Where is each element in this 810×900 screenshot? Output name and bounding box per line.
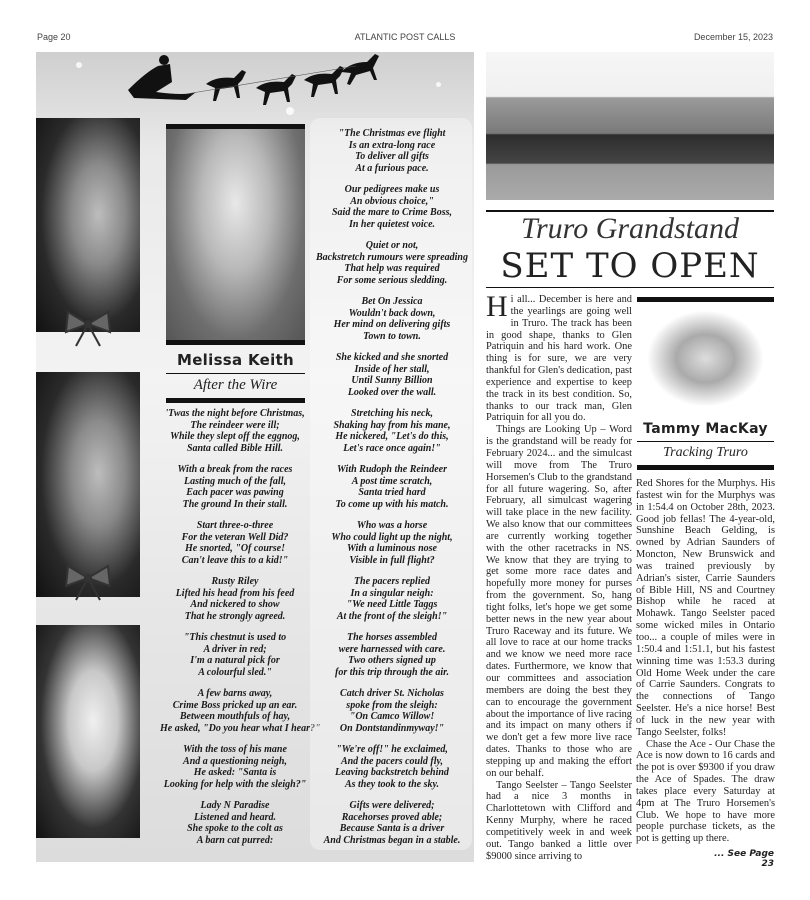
poem-line: For the veteran Well Did? <box>181 531 289 543</box>
poem-line: Racehorses proved able; <box>341 811 443 823</box>
christmas-bow-icon <box>64 308 112 348</box>
column-title: After the Wire <box>193 377 278 393</box>
poem-line: A colourful sled." <box>198 666 272 678</box>
poem-line: And nickered to show <box>190 599 280 610</box>
article-paragraph: Things are Looking Up – Word is the grandstand will be ready for February 2024... and the simulcast will move from The Truro Horsemen's Club to the grandstand for all future wagering. So, after February, all simulcast wagering will take place in the new facility. We also know that our committees are currently working together with the other racetracks in NS. We know that they are trying to get some more race dates and hopefully more money for purses from the government. So, hang tight folks, let's hope we get some better news in the new year about Truro Raceway and its future. We all love to race at our home tracks and we know we need more race dates. Furthermore, we know that our committees and association members are doing the best they can to encourage the government about the importance of live racing and its impact on many others if we don't get a few more live race dates. Thanks to those who are stepping up and making the effort on our behalf. <box>486 424 632 779</box>
poem-line: With a luminous nose <box>347 543 437 554</box>
poem-line: With a break from the races <box>177 464 293 475</box>
poem-stanza <box>314 128 470 174</box>
column-title: Tracking Truro <box>663 445 748 460</box>
author-box <box>637 297 774 470</box>
poem-line: Crime Boss pricked up an ear. <box>172 699 298 711</box>
poem-line: And a questioning neigh, <box>183 755 287 767</box>
poem-line: That help was required <box>344 263 440 274</box>
poem-line: With the toss of his mane <box>183 744 287 755</box>
poem-line: He asked: "Santa is <box>193 767 277 778</box>
poem-line: For some serious sledding. <box>336 274 448 286</box>
poem-line: Town to town. <box>363 330 421 342</box>
poem-column-2 <box>314 128 470 856</box>
article-paragraph: Chase the Ace - Our Chase the Ace is now down to 16 cards and the pot is over $9300 if you draw the Ace of Spades. The draw takes place every Saturday at 4pm at The Truro Horsemen's Club. We hope to have more people purchase tickets, as the pot is getting up there. <box>636 738 775 845</box>
poem-stanza <box>314 352 470 398</box>
poem-line: "We're off!" he exclaimed, <box>336 744 448 755</box>
poem-line: "On Camco Willow! <box>349 711 435 722</box>
poem-line: I'm a natural pick for <box>190 655 280 666</box>
poem-line: She kicked and she snorted <box>335 352 449 363</box>
columnist-name: Melissa Keith <box>166 345 305 374</box>
tammy-mackay-photo <box>637 302 774 415</box>
christmas-bow-icon <box>64 562 112 602</box>
poem-line: He snorted, "Of course! <box>185 543 285 554</box>
poem-stanza <box>314 296 470 342</box>
poem-line: Santa tried hard <box>358 487 426 498</box>
poem-line: spoke from the sleigh: <box>346 699 438 711</box>
article-paragraph: Tango Seelster – Tango Seelster had a nice 3 months in Charlottetown with Clifford and Kenny Murphy, where he raced competitively week in and week out. Tango banked a little over $9000 since arriving to <box>486 779 632 862</box>
poem-stanza <box>314 800 470 846</box>
poem-stanza <box>160 408 310 454</box>
grey-horse-santa-hat-photo <box>36 118 140 332</box>
poem-line: for this trip through the air. <box>335 666 449 678</box>
poem-line: And the pacers could fly, <box>340 755 444 767</box>
poem-line: Her mind on delivering gifts <box>333 319 451 330</box>
poem-stanza <box>314 240 470 286</box>
poem-stanza <box>314 464 470 510</box>
poem-line: Because Santa is a driver <box>339 823 445 834</box>
poem-stanza <box>160 688 321 734</box>
poem-stanza <box>160 464 310 510</box>
poem-stanza <box>160 744 310 790</box>
poem-line: The pacers replied <box>353 576 431 587</box>
divider <box>486 287 774 288</box>
poem-stanza <box>160 576 310 622</box>
page-number: Page 20 <box>37 32 71 42</box>
poem-line: At a furious pace. <box>355 162 429 174</box>
poem-column-1 <box>160 408 321 856</box>
poem-stanza <box>160 520 310 566</box>
poem-stanza <box>314 520 470 566</box>
poem-line: A post time scratch, <box>351 475 433 487</box>
poem-line: Inside of her stall, <box>354 363 430 375</box>
poem-stanza <box>314 408 470 454</box>
divider <box>166 398 305 403</box>
poem-line: While they slept off the eggnog, <box>170 431 300 442</box>
drop-cap: H <box>486 290 508 323</box>
article-column-1 <box>486 290 632 863</box>
melissa-keith-photo <box>166 129 305 340</box>
poem-line: The horses assembled <box>347 632 437 643</box>
poem-line: Santa called Bible Hill. <box>186 442 284 454</box>
poem-line: In her quietest voice. <box>348 218 436 230</box>
poem-line: On Dontstandinmyway!" <box>339 722 445 734</box>
headline-line-2: SET TO OPEN <box>500 246 760 286</box>
poem-line: Wouldn't back down, <box>348 307 436 319</box>
article-column-2 <box>636 478 775 845</box>
poem-stanza <box>314 744 470 790</box>
poem-line: Two others signed up <box>348 655 436 666</box>
christmas-poem-panel <box>36 52 474 862</box>
poem-line: Lifted his head from his feed <box>175 587 295 599</box>
poem-line: "We need Little Taggs <box>346 599 438 610</box>
columnist-box <box>166 124 305 403</box>
poem-line: Let's race once again!" <box>343 442 441 454</box>
poem-line: The reindeer were ill; <box>190 419 280 431</box>
poem-line: That he strongly agreed. <box>184 610 286 622</box>
poem-line: Between mouthfuls of hay, <box>179 711 291 722</box>
poem-line: She spoke to the colt as <box>187 823 283 834</box>
poem-line: Lasting much of the fall, <box>184 475 286 487</box>
poem-line: And Christmas began in a stable. <box>323 834 461 846</box>
poem-line: A driver in red; <box>203 643 267 655</box>
paragraph-text: i all... December is here and the yearlings are going well in Truro. The track has been in good shape, thanks to Glen Patriquin and his hard work. One thing is for sure, we are very thankful for Glen's dedication, past experience and expertise to keep the track in its best condition. So, thanks to our track man, Glen Patriquin for all you do. <box>486 294 632 424</box>
publication-name: ATLANTIC POST CALLS <box>354 32 456 42</box>
poem-stanza <box>314 688 470 734</box>
continued-link[interactable]: ... See Page 23 <box>714 849 774 869</box>
poem-stanza <box>160 800 310 846</box>
poem-line: Until Sunny Billion <box>351 375 433 386</box>
poem-line: Rusty Riley <box>211 576 259 587</box>
white-horse-wreath-photo <box>36 625 140 838</box>
poem-line: Leaving backstretch behind <box>335 767 449 778</box>
poem-stanza <box>314 184 470 230</box>
poem-line: An obvious choice," <box>350 195 434 207</box>
issue-date: December 15, 2023 <box>693 32 773 42</box>
poem-line: A barn cat purred: <box>196 834 274 846</box>
poem-line: Listened and heard. <box>194 811 276 823</box>
poem-line: Each pacer was pawing <box>186 487 284 498</box>
poem-line: To deliver all gifts <box>355 151 429 162</box>
poem-line: Looking for help with the sleigh?" <box>163 778 307 790</box>
poem-line: A few barns away, <box>197 688 273 699</box>
poem-line: Backstretch rumours were spreading <box>316 251 468 263</box>
poem-line: To come up with his match. <box>335 498 449 510</box>
author-name: Tammy MacKay <box>637 415 774 442</box>
poem-line: "This chestnut is used to <box>183 632 287 643</box>
divider <box>637 465 774 470</box>
santa-sleigh-illustration <box>126 52 386 112</box>
poem-line: Bet On Jessica <box>361 296 423 307</box>
article-paragraph: Red Shores for the Murphys. His fastest win for the Murphys was in 1:54.4 on October 28th, 2023. Good job fellas! The 4-year-old, Sunshine Beach Gelding, is owned by Adrian Saunders of Moncton, New Brunswick and was trained previously by Adrian's sister, Carrie Saunders of Bible Hill, NS and Courtney Bishop while he raced at Mohawk. Tango Seelster paced some wicked miles in Ontario too... a couple of miles were in 1:50.4 and 1:51.1, but his fastest winning time was 1:53.3 during Old Home Week under the care of Carrie Saunders. Congrats to the connections of Tango Seelster. He's a nice horse! Best of luck in the new year with Tango Seelster, folks! <box>636 478 775 738</box>
poem-line: Visible in full flight? <box>349 554 435 566</box>
poem-line: Lady N Paradise <box>200 800 270 811</box>
poem-line: He asked, "Do you hear what I hear?" <box>160 722 321 734</box>
headline-line-1: Truro Grandstand <box>520 212 740 245</box>
poem-line: With Rudoph the Reindeer <box>337 464 447 475</box>
poem-line: At the front of the sleigh!" <box>336 610 448 622</box>
poem-stanza <box>160 632 310 678</box>
poem-line: Shaking hay from his mane, <box>333 419 451 431</box>
poem-line: He nickered, "Let's do this, <box>335 431 449 442</box>
poem-line: Looked over the wall. <box>347 386 437 398</box>
poem-line: In a singular neigh: <box>350 587 434 599</box>
poem-line: Who was a horse <box>356 520 428 531</box>
poem-line: were harnessed with care. <box>338 643 446 655</box>
poem-line: The ground In their stall. <box>182 498 288 510</box>
poem-line: Who could light up the night, <box>331 531 453 543</box>
poem-line: Quiet or not, <box>365 240 419 251</box>
poem-stanza <box>314 576 470 622</box>
poem-line: Catch driver St. Nicholas <box>340 688 444 699</box>
poem-line: "The Christmas eve flight <box>338 128 446 139</box>
poem-line: Stretching his neck, <box>351 408 433 419</box>
poem-stanza <box>314 632 470 678</box>
poem-line: Said the mare to Crime Boss, <box>331 207 452 218</box>
poem-line: Start three-o-three <box>196 520 274 531</box>
poem-line: Can't leave this to a kid!" <box>181 554 289 566</box>
poem-line: Our pedigrees make us <box>344 184 440 195</box>
poem-line: Is an extra-long race <box>348 139 436 151</box>
poem-line: Gifts were delivered; <box>349 800 435 811</box>
poem-line: 'Twas the night before Christmas, <box>165 408 305 419</box>
grandstand-photo <box>486 52 774 200</box>
article-paragraph <box>486 290 632 424</box>
poem-line: As they took to the sky. <box>344 778 440 790</box>
